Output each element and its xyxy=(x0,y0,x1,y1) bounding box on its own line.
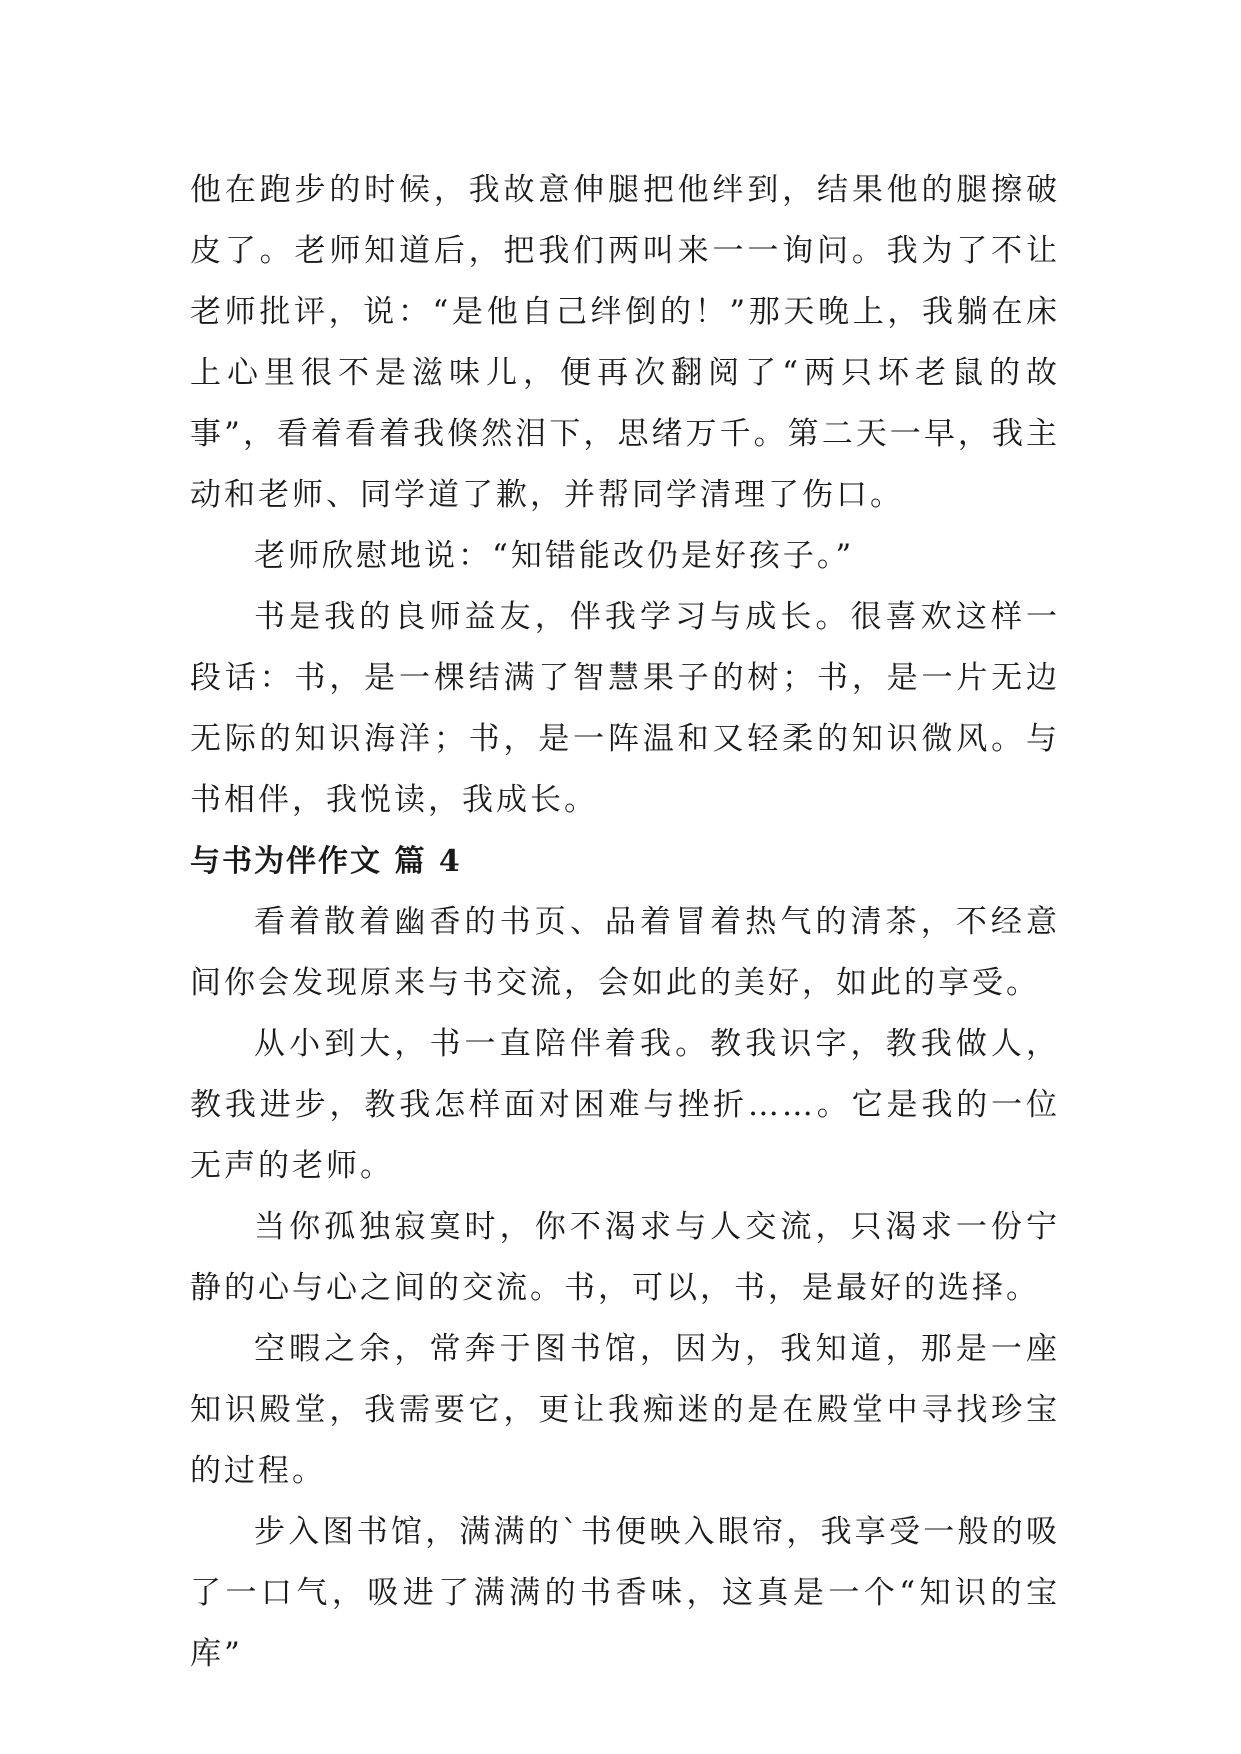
section-heading: 与书为伴作文 篇 4 xyxy=(190,844,462,879)
paragraph-teacher-quote: 老师欣慰地说：“知错能改仍是好孩子。” xyxy=(254,538,855,574)
paragraph-growing-up: 从小到大，书一直陪伴着我。教我识字，教我做人，教我进步，教我怎样面对困难与挫折……。它是我的一位无声的老师。 xyxy=(190,1026,1060,1184)
paragraph-intro: 看着散着幽香的书页、品着冒着热气的清茶，不经意间你会发现原来与书交流，会如此的美好，如此的享受。 xyxy=(190,904,1060,1001)
paragraph-lonely: 当你孤独寂寞时，你不渴求与人交流，只渴求一份宁静的心与心之间的交流。书，可以，书，是最好的选择。 xyxy=(190,1209,1060,1306)
paragraph-continued: 他在跑步的时候，我故意伸腿把他绊到，结果他的腿擦破皮了。老师知道后，把我们两叫来一一询问。我为了不让老师批评，说：“是他自己绊倒的！”那天晚上，我躺在床上心里很不是滋味儿，便再次翻阅了“两只坏老鼠的故事”，看着看着我倏然泪下，思绪万千。第二天一早，我主动和老师、同学道了歉，并帮同学清理了伤口。 xyxy=(190,172,1060,513)
paragraph-book-friend: 书是我的良师益友，伴我学习与成长。很喜欢这样一段话：书，是一棵结满了智慧果子的树；书，是一片无边无际的知识海洋；书，是一阵温和又轻柔的知识微风。与书相伴，我悦读，我成长。 xyxy=(190,599,1060,818)
paragraph-library: 空暇之余，常奔于图书馆，因为，我知道，那是一座知识殿堂，我需要它，更让我痴迷的是在殿堂中寻找珍宝的过程。 xyxy=(190,1331,1060,1489)
document-body xyxy=(190,160,1060,1685)
paragraph-enter-library: 步入图书馆，满满的`书便映入眼帘，我享受一般的吸了一口气，吸进了满满的书香味，这真是一个“知识的宝库” xyxy=(190,1514,1060,1672)
